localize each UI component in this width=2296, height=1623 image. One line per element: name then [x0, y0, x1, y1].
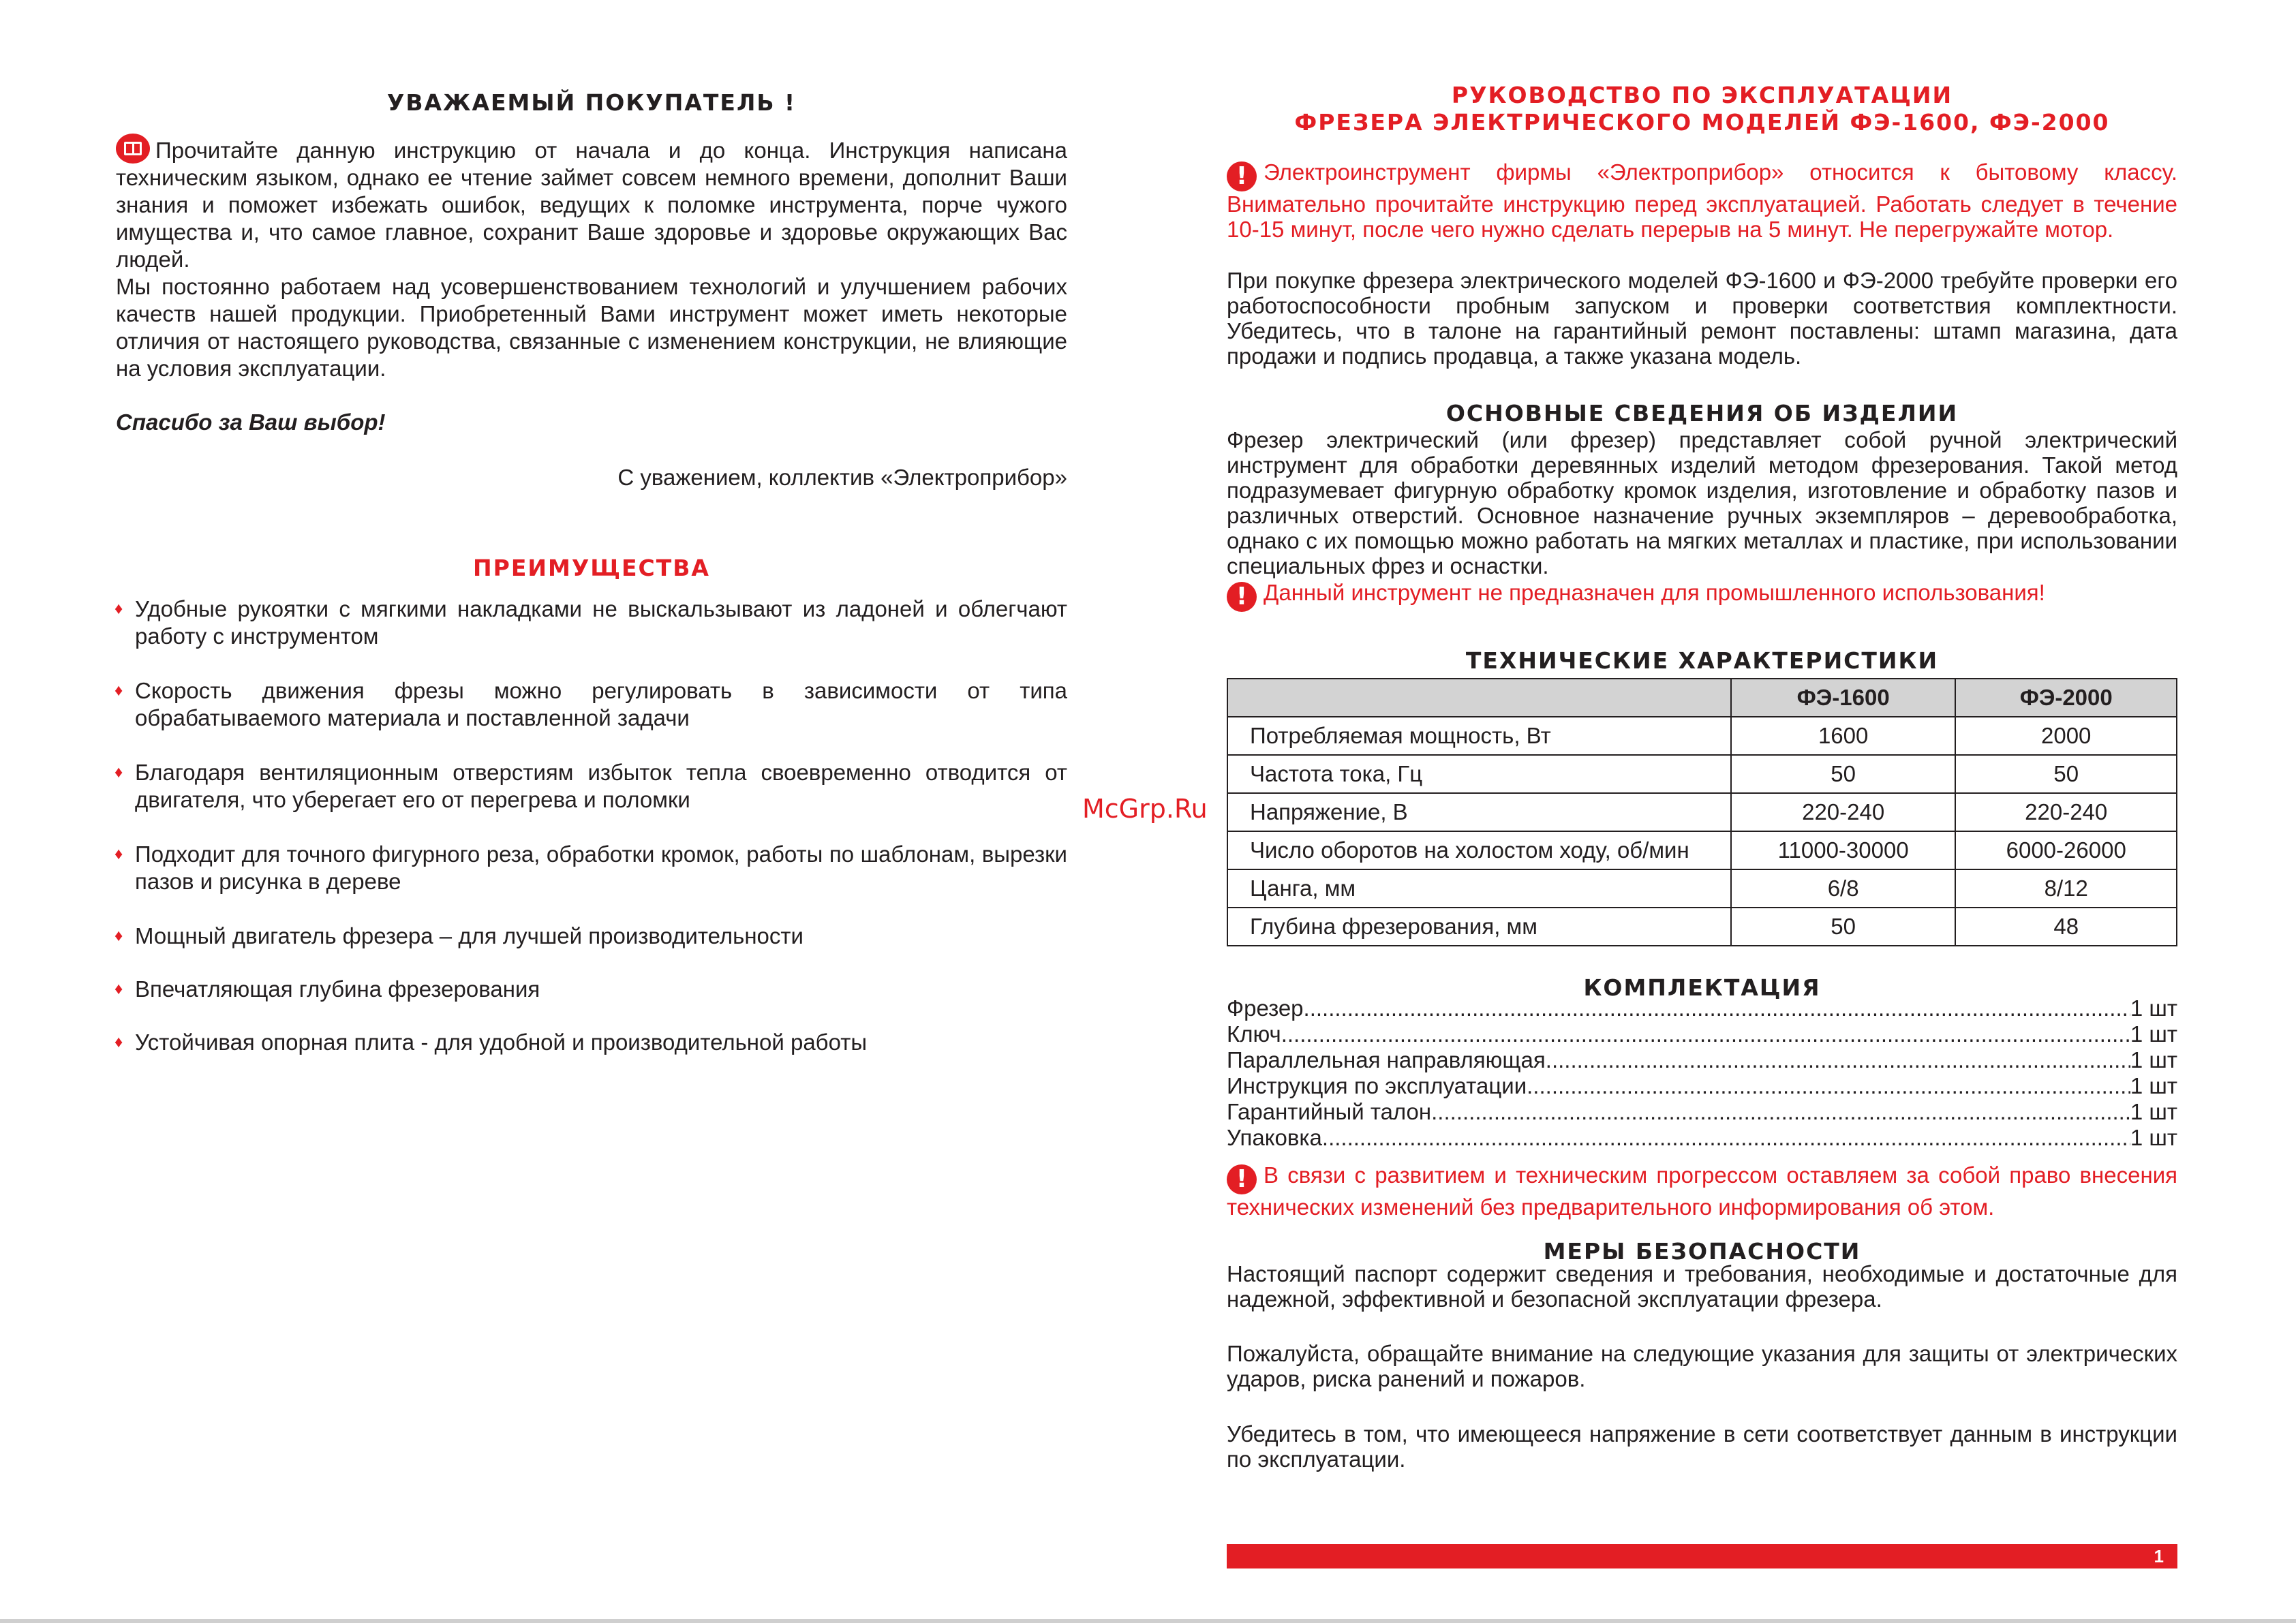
kit-item — [1227, 995, 2177, 1021]
advantage-item: ♦ Мощный двигатель фрезера – для лучшей производительности — [116, 923, 1067, 950]
safety-title: МЕРЫ БЕЗОПАСНОСТИ — [1543, 1238, 1861, 1265]
tech-row — [1227, 869, 2177, 908]
page-number: 1 — [2154, 1546, 2164, 1566]
advantage-item: ♦ Устойчивая опорная плита - для удобной и производительной работы — [116, 1029, 1067, 1056]
tech-row — [1227, 717, 2177, 755]
dot-leader — [1281, 1021, 2130, 1047]
kit-title: КОМПЛЕКТАЦИЯ — [1583, 974, 1821, 1001]
dot-leader — [1304, 995, 2130, 1021]
advantages-title: ПРЕИМУЩЕСТВА — [473, 555, 710, 581]
tech-param-name: Частота тока, Гц — [1227, 755, 1731, 793]
intro-block — [116, 134, 1067, 382]
basic-info-title: ОСНОВНЫЕ СВЕДЕНИЯ ОБ ИЗДЕЛИИ — [1445, 400, 1959, 427]
advantage-item: ♦ Удобные рукоятки с мягкими накладками не выскальзывают из ладоней и облегчают работу с инструментом — [116, 596, 1067, 650]
tech-param-value: 6/8 — [1731, 869, 1956, 908]
tech-row — [1227, 831, 2177, 869]
manual-title — [1227, 82, 2177, 136]
intro-paragraph-2: Мы постоянно работаем над усовершенствованием технологий и улучшением рабочих качеств нашей продукции. Приобретенный Вами инструмент может иметь некоторые отличия от настоящего руководства, связанные с изменением конструкции, не влияющие на условия эксплуатации. — [116, 274, 1067, 381]
advantage-item: ♦ Впечатляющая глубина фрезерования — [116, 976, 1067, 1003]
advantage-item: ♦ Скорость движения фрезы можно регулировать в зависимости от типа обрабатываемого материала и поставленной задачи — [116, 677, 1067, 732]
warning-usage: ! Электроинструмент фирмы «Электроприбор» относится к бытовому классу. Внимательно прочитайте инструкцию перед эксплуатацией. Работать следует в течение 10-15 минут, после чего нужно сделать перерыв на 5 минут. Не перегружайте мотор. — [1227, 159, 2177, 242]
safety-paragraph-1: Настоящий паспорт содержит сведения и требования, необходимые и достаточные для надежной, эффективной и безопасной эксплуатации фрезера. — [1227, 1261, 2177, 1312]
tech-param-value: 50 — [1731, 755, 1956, 793]
kit-item — [1227, 1125, 2177, 1151]
tech-param-value: 11000-30000 — [1731, 831, 1956, 869]
greeting-title: УВАЖАЕМЫЙ ПОКУПАТЕЛЬ ! — [386, 89, 797, 116]
safety-paragraph-3: Убедитесь в том, что имеющееся напряжение в сети соответствует данным в инструкции по эксплуатации. — [1227, 1421, 2177, 1472]
exclamation-icon: ! — [1227, 582, 1257, 612]
tech-param-value: 220-240 — [1731, 793, 1956, 831]
tech-param-name: Глубина фрезерования, мм — [1227, 908, 1731, 946]
bottom-divider — [0, 1619, 2296, 1623]
tech-param-value: 50 — [1955, 755, 2177, 793]
manual-title-line-1: РУКОВОДСТВО ПО ЭКСПЛУАТАЦИИ — [1451, 82, 1953, 108]
dot-leader — [1322, 1125, 2130, 1151]
kit-item-name: Гарантийный талон — [1227, 1099, 1432, 1124]
kit-item-name: Ключ — [1227, 1021, 1281, 1047]
kit-item-quantity: 1 шт — [2130, 1073, 2177, 1098]
intro-paragraph-1: Прочитайте данную инструкцию от начала и до конца. Инструкция написана техническим языком, однако ее чтение займет совсем немного времени, дополнит Ваши знания и поможет избежать ошибок, ведущих к поломке инструмента, порче чужого имущества и, что самое главное, сохранит Ваше здоровье и здоровье окружающих Вас людей. — [116, 134, 1067, 273]
kit-item-quantity: 1 шт — [2130, 1125, 2177, 1150]
page-footer-bar — [1227, 1544, 2177, 1568]
tech-param-value: 220-240 — [1955, 793, 2177, 831]
tech-param-name: Напряжение, В — [1227, 793, 1731, 831]
tech-param-value: 48 — [1955, 908, 2177, 946]
thanks-text: Спасибо за Ваш выбор! — [116, 409, 386, 435]
tech-row — [1227, 908, 2177, 946]
tech-header-cell — [1227, 679, 1731, 717]
kit-item-name: Упаковка — [1227, 1125, 1322, 1150]
advantage-item: ♦ Подходит для точного фигурного реза, обработки кромок, работы по шаблонам, вырезки пазов и рисунка в дереве — [116, 841, 1067, 895]
kit-item-name: Фрезер — [1227, 995, 1304, 1021]
signature: С уважением, коллектив «Электроприбор» — [617, 465, 1067, 490]
tech-param-name: Число оборотов на холостом ходу, об/мин — [1227, 831, 1731, 869]
watermark: McGrp.Ru — [1082, 794, 1208, 824]
exclamation-icon: ! — [1227, 161, 1257, 191]
tech-param-value: 2000 — [1955, 717, 2177, 755]
kit-item — [1227, 1047, 2177, 1073]
advantages-list — [116, 596, 1067, 1082]
tech-param-value: 1600 — [1731, 717, 1956, 755]
warning-industrial: ! Данный инструмент не предназначен для промышленного использования! — [1227, 579, 2177, 612]
dot-leader — [1546, 1047, 2130, 1073]
dot-leader — [1527, 1073, 2130, 1099]
kit-list — [1227, 995, 2177, 1151]
tech-header-row — [1227, 679, 2177, 717]
kit-item-quantity: 1 шт — [2130, 1021, 2177, 1047]
tech-specs-table — [1227, 678, 2177, 946]
kit-item — [1227, 1073, 2177, 1099]
kit-item-name: Параллельная направляющая — [1227, 1047, 1546, 1072]
tech-param-name: Потребляемая мощность, Вт — [1227, 717, 1731, 755]
manual-title-line-2: ФРЕЗЕРА ЭЛЕКТРИЧЕСКОГО МОДЕЛЕЙ ФЭ-1600, ФЭ-2000 — [1294, 109, 2110, 136]
tech-row — [1227, 793, 2177, 831]
safety-paragraph-2: Пожалуйста, обращайте внимание на следующие указания для защиты от электрических ударов, риска ранений и пожаров. — [1227, 1341, 2177, 1391]
kit-item-quantity: 1 шт — [2130, 1047, 2177, 1072]
tech-row — [1227, 755, 2177, 793]
tech-param-value: 50 — [1731, 908, 1956, 946]
tech-header-cell: ФЭ-2000 — [1955, 679, 2177, 717]
tech-param-name: Цанга, мм — [1227, 869, 1731, 908]
kit-item-quantity: 1 шт — [2130, 1099, 2177, 1124]
kit-item-name: Инструкция по эксплуатации — [1227, 1073, 1527, 1098]
book-icon — [116, 134, 150, 164]
basic-info-paragraph: Фрезер электрический (или фрезер) представляет собой ручной электрический инструмент для обработки деревянных изделий методом фрезерования. Такой метод подразумевает фигурную обработку кромок изделия, изготовление и обработку пазов и различных отверстий. Основное назначение ручных экземпляров – деревообработка, однако с их помощью можно работать на мягких металлах и пластике, при использовании специальных фрез и оснастки. — [1227, 427, 2177, 578]
kit-item — [1227, 1021, 2177, 1047]
purchase-paragraph: При покупке фрезера электрического моделей ФЭ-1600 и ФЭ-2000 требуйте проверки его работоспособности пробным запуском и проверки соответствия комплектности. Убедитесь, что в талоне на гарантийный ремонт поставлены: штамп магазина, дата продажи и подпись продавца, а также указана модель. — [1227, 268, 2177, 369]
tech-header-cell: ФЭ-1600 — [1731, 679, 1956, 717]
kit-item — [1227, 1099, 2177, 1125]
warning-changes: ! В связи с развитием и техническим прогрессом оставляем за собой право внесения технических изменений без предварительного информирования об этом. — [1227, 1162, 2177, 1220]
exclamation-icon: ! — [1227, 1164, 1257, 1194]
dot-leader — [1431, 1099, 2130, 1125]
advantage-item: ♦ Благодаря вентиляционным отверстиям избыток тепла своевременно отводится от двигателя, что уберегает его от перегрева и поломки — [116, 759, 1067, 814]
tech-param-value: 6000-26000 — [1955, 831, 2177, 869]
tech-specs-title: ТЕХНИЧЕСКИЕ ХАРАКТЕРИСТИКИ — [1465, 647, 1939, 674]
tech-param-value: 8/12 — [1955, 869, 2177, 908]
kit-item-quantity: 1 шт — [2130, 995, 2177, 1021]
